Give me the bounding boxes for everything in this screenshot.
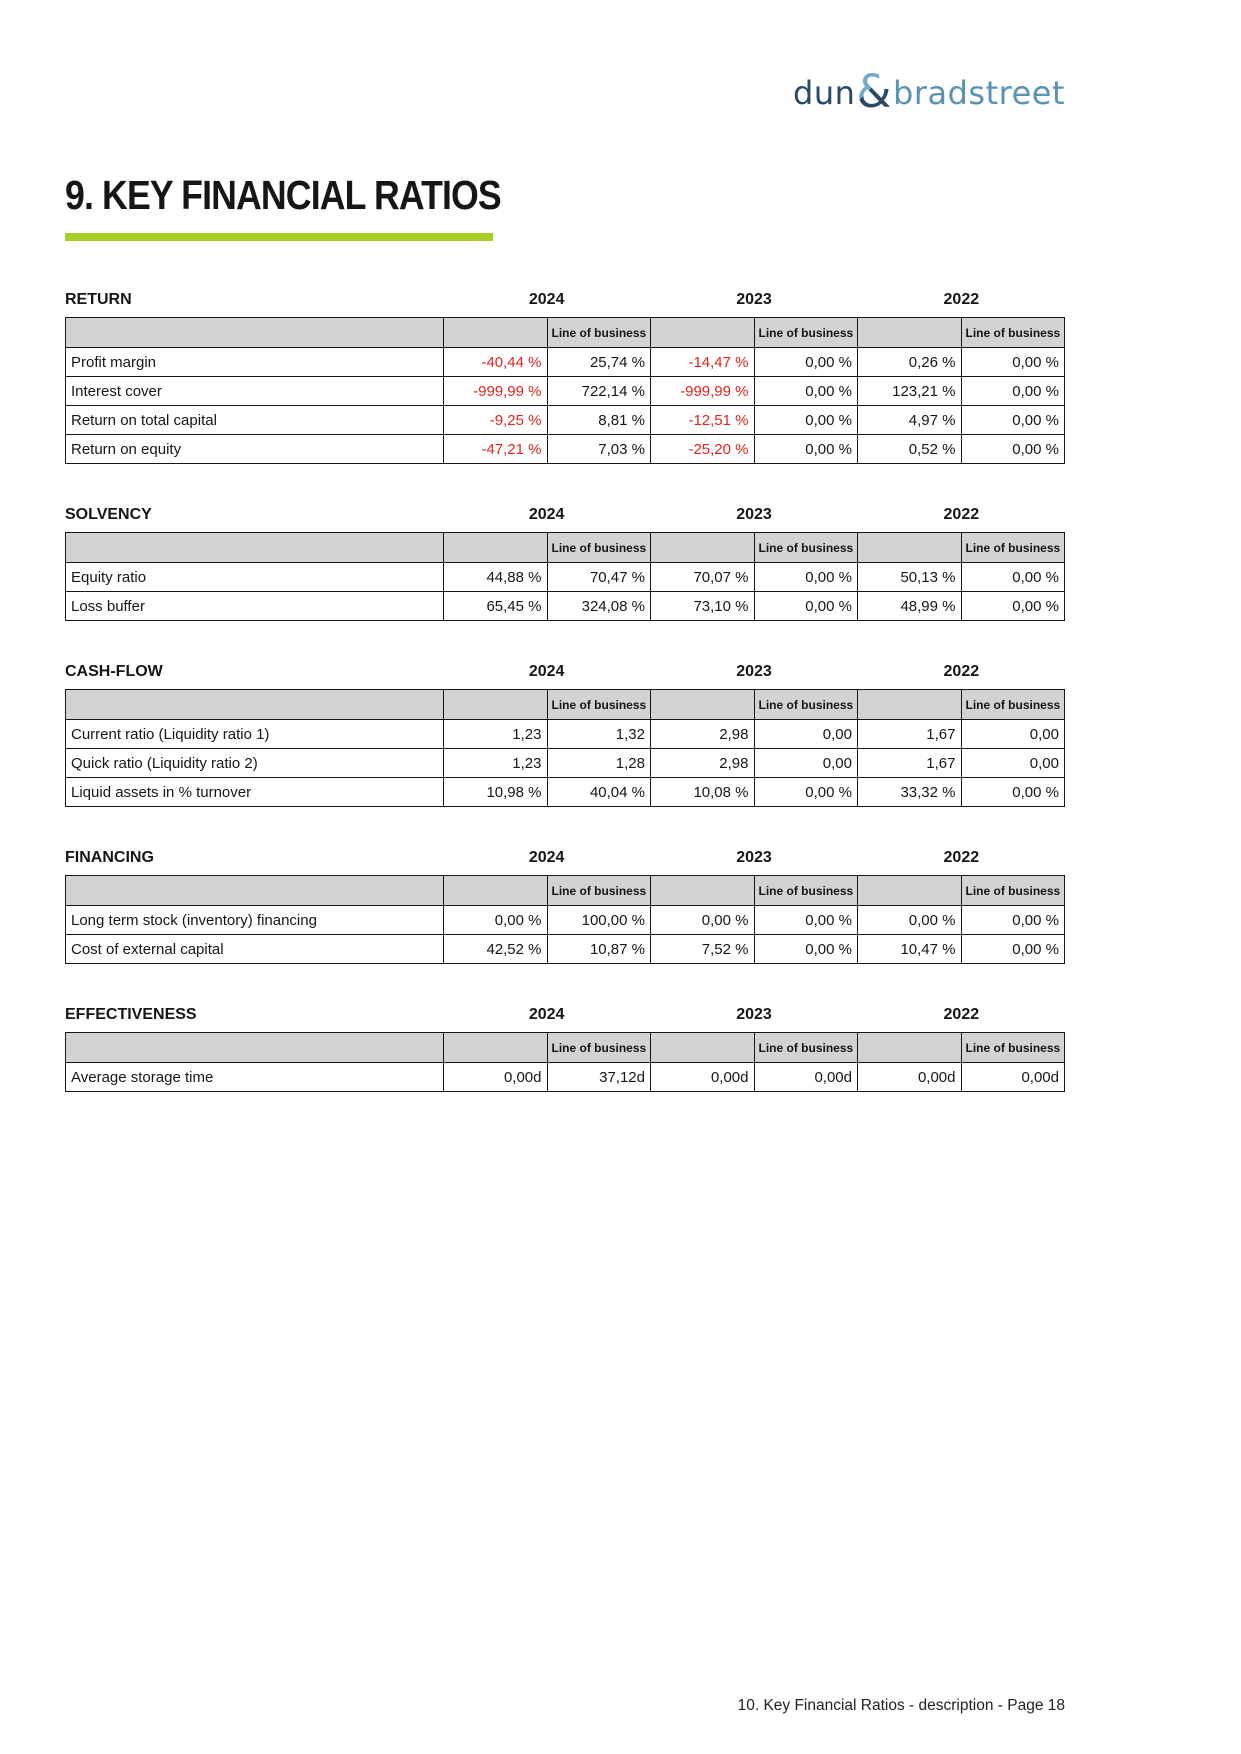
value-cell: 0,00 % xyxy=(651,906,755,935)
table-row xyxy=(66,906,1065,935)
value-cell: 722,14 % xyxy=(547,377,651,406)
line-of-business-header: Line of business xyxy=(961,533,1065,563)
value-cell: 65,45 % xyxy=(444,592,548,621)
value-cell: 0,00 xyxy=(961,749,1065,778)
value-cell: 0,00 % xyxy=(754,906,858,935)
value-cell: 10,98 % xyxy=(444,778,548,807)
value-cell: 0,00 % xyxy=(754,778,858,807)
value-cell: 0,00 % xyxy=(754,935,858,964)
row-label: Return on equity xyxy=(66,435,444,464)
row-label: Liquid assets in % turnover xyxy=(66,778,444,807)
year-label: 2024 xyxy=(528,663,565,680)
row-label: Average storage time xyxy=(66,1063,444,1092)
value-cell: 44,88 % xyxy=(444,563,548,592)
value-cell: -999,99 % xyxy=(651,377,755,406)
title-accent-bar xyxy=(65,233,493,241)
header-label-cell xyxy=(66,318,444,348)
header-value-cell xyxy=(858,1033,962,1063)
row-label: Quick ratio (Liquidity ratio 2) xyxy=(66,749,444,778)
line-of-business-header: Line of business xyxy=(547,533,651,563)
header-value-cell xyxy=(444,690,548,720)
year-label: 2022 xyxy=(943,1006,980,1023)
value-cell: 70,47 % xyxy=(547,563,651,592)
header-value-cell xyxy=(858,690,962,720)
year-label: 2023 xyxy=(736,291,772,308)
value-cell: 0,00 % xyxy=(754,563,858,592)
value-cell: 0,00d xyxy=(754,1063,858,1092)
header-label-cell xyxy=(66,533,444,563)
header-value-cell xyxy=(651,876,755,906)
row-label: Interest cover xyxy=(66,377,444,406)
line-of-business-header: Line of business xyxy=(754,1033,858,1063)
line-of-business-header: Line of business xyxy=(547,1033,651,1063)
header-value-cell xyxy=(651,690,755,720)
value-cell: 0,00d xyxy=(651,1063,755,1092)
value-cell: -47,21 % xyxy=(444,435,548,464)
section-header-row xyxy=(65,291,1065,309)
table-row xyxy=(66,749,1065,778)
value-cell: 0,00 % xyxy=(858,906,962,935)
value-cell: 7,52 % xyxy=(651,935,755,964)
section-effectiveness xyxy=(65,1006,1065,1092)
year-label: 2022 xyxy=(943,663,980,680)
section-header-row xyxy=(65,1006,1065,1024)
year-label: 2023 xyxy=(736,1006,772,1023)
value-cell: 0,00 % xyxy=(961,348,1065,377)
value-cell: 0,00 % xyxy=(961,592,1065,621)
logo-word-dun: dun xyxy=(793,74,856,112)
row-label: Profit margin xyxy=(66,348,444,377)
logo-ampersand-icon: & xyxy=(856,65,893,118)
table-row xyxy=(66,935,1065,964)
value-cell: 0,00 xyxy=(754,720,858,749)
line-of-business-header: Line of business xyxy=(547,690,651,720)
table-header-row xyxy=(66,690,1065,720)
line-of-business-header: Line of business xyxy=(961,1033,1065,1063)
value-cell: 8,81 % xyxy=(547,406,651,435)
section-header-row xyxy=(65,849,1065,867)
value-cell: 0,00 % xyxy=(961,406,1065,435)
line-of-business-header: Line of business xyxy=(547,876,651,906)
value-cell: -14,47 % xyxy=(651,348,755,377)
year-label: 2022 xyxy=(943,291,980,308)
section-title: CASH-FLOW xyxy=(65,663,163,680)
table-row xyxy=(66,778,1065,807)
year-label: 2022 xyxy=(943,506,980,523)
section-cash-flow xyxy=(65,663,1065,807)
value-cell: 25,74 % xyxy=(547,348,651,377)
value-cell: 0,00 % xyxy=(754,377,858,406)
value-cell: 0,00 % xyxy=(961,935,1065,964)
dun-bradstreet-logo xyxy=(793,65,1065,118)
header-value-cell xyxy=(444,318,548,348)
page-footer: 10. Key Financial Ratios - description - Page 18 xyxy=(737,1697,1065,1714)
value-cell: 10,08 % xyxy=(651,778,755,807)
header-value-cell xyxy=(651,318,755,348)
row-label: Loss buffer xyxy=(66,592,444,621)
header-value-cell xyxy=(858,318,962,348)
value-cell: -40,44 % xyxy=(444,348,548,377)
value-cell: 48,99 % xyxy=(858,592,962,621)
value-cell: 2,98 xyxy=(651,749,755,778)
value-cell: 0,00 % xyxy=(961,377,1065,406)
header-value-cell xyxy=(651,533,755,563)
section-financing xyxy=(65,849,1065,964)
section-solvency xyxy=(65,506,1065,621)
table-header-row xyxy=(66,318,1065,348)
section-title: RETURN xyxy=(65,291,132,308)
ratios-table xyxy=(65,875,1065,964)
value-cell: 0,00 % xyxy=(961,906,1065,935)
line-of-business-header: Line of business xyxy=(754,876,858,906)
header-label-cell xyxy=(66,1033,444,1063)
page-title: 9. KEY FINANCIAL RATIOS xyxy=(65,172,501,218)
value-cell: 1,67 xyxy=(858,720,962,749)
section-title: EFFECTIVENESS xyxy=(65,1006,197,1023)
year-label: 2023 xyxy=(736,506,772,523)
row-label: Cost of external capital xyxy=(66,935,444,964)
year-label: 2024 xyxy=(528,291,565,308)
year-label: 2023 xyxy=(736,663,772,680)
value-cell: 0,00 % xyxy=(961,778,1065,807)
row-label: Equity ratio xyxy=(66,563,444,592)
ratios-table xyxy=(65,1032,1065,1092)
value-cell: 100,00 % xyxy=(547,906,651,935)
value-cell: 0,00 xyxy=(961,720,1065,749)
line-of-business-header: Line of business xyxy=(961,318,1065,348)
value-cell: 33,32 % xyxy=(858,778,962,807)
value-cell: 0,00 % xyxy=(754,406,858,435)
value-cell: -25,20 % xyxy=(651,435,755,464)
table-row xyxy=(66,1063,1065,1092)
logo-word-bradstreet: bradstreet xyxy=(893,74,1065,112)
value-cell: 73,10 % xyxy=(651,592,755,621)
header-value-cell xyxy=(444,533,548,563)
value-cell: 324,08 % xyxy=(547,592,651,621)
header-value-cell xyxy=(444,876,548,906)
ratios-table xyxy=(65,317,1065,464)
value-cell: -12,51 % xyxy=(651,406,755,435)
line-of-business-header: Line of business xyxy=(754,533,858,563)
value-cell: 4,97 % xyxy=(858,406,962,435)
table-row xyxy=(66,592,1065,621)
value-cell: 1,28 xyxy=(547,749,651,778)
value-cell: 1,23 xyxy=(444,749,548,778)
value-cell: 37,12d xyxy=(547,1063,651,1092)
value-cell: 2,98 xyxy=(651,720,755,749)
section-header-row xyxy=(65,663,1065,681)
value-cell: 0,00 % xyxy=(961,435,1065,464)
table-header-row xyxy=(66,533,1065,563)
value-cell: 0,52 % xyxy=(858,435,962,464)
value-cell: 10,47 % xyxy=(858,935,962,964)
value-cell: 0,00 xyxy=(754,749,858,778)
value-cell: 0,00 % xyxy=(754,348,858,377)
value-cell: 0,00 % xyxy=(444,906,548,935)
sections xyxy=(65,291,1065,1092)
value-cell: 10,87 % xyxy=(547,935,651,964)
value-cell: -9,25 % xyxy=(444,406,548,435)
value-cell: 1,23 xyxy=(444,720,548,749)
table-row xyxy=(66,348,1065,377)
logo-row xyxy=(65,0,1065,118)
table-header-row xyxy=(66,876,1065,906)
line-of-business-header: Line of business xyxy=(961,690,1065,720)
value-cell: -999,99 % xyxy=(444,377,548,406)
header-label-cell xyxy=(66,876,444,906)
header-value-cell xyxy=(444,1033,548,1063)
value-cell: 40,04 % xyxy=(547,778,651,807)
value-cell: 123,21 % xyxy=(858,377,962,406)
value-cell: 0,00 % xyxy=(961,563,1065,592)
value-cell: 0,00d xyxy=(961,1063,1065,1092)
row-label: Current ratio (Liquidity ratio 1) xyxy=(66,720,444,749)
section-title: FINANCING xyxy=(65,849,154,866)
table-row xyxy=(66,563,1065,592)
section-title: SOLVENCY xyxy=(65,506,152,523)
value-cell: 42,52 % xyxy=(444,935,548,964)
value-cell: 7,03 % xyxy=(547,435,651,464)
value-cell: 50,13 % xyxy=(858,563,962,592)
line-of-business-header: Line of business xyxy=(754,318,858,348)
year-label: 2023 xyxy=(736,849,772,866)
value-cell: 1,32 xyxy=(547,720,651,749)
line-of-business-header: Line of business xyxy=(961,876,1065,906)
ratios-table xyxy=(65,532,1065,621)
value-cell: 0,26 % xyxy=(858,348,962,377)
header-value-cell xyxy=(651,1033,755,1063)
value-cell: 0,00 % xyxy=(754,592,858,621)
table-header-row xyxy=(66,1033,1065,1063)
table-row xyxy=(66,377,1065,406)
table-row xyxy=(66,406,1065,435)
section-header-row xyxy=(65,506,1065,524)
year-label: 2022 xyxy=(943,849,980,866)
page-content xyxy=(65,0,1065,1092)
line-of-business-header: Line of business xyxy=(547,318,651,348)
year-label: 2024 xyxy=(528,506,565,523)
value-cell: 1,67 xyxy=(858,749,962,778)
header-value-cell xyxy=(858,533,962,563)
year-label: 2024 xyxy=(528,849,565,866)
line-of-business-header: Line of business xyxy=(754,690,858,720)
section-return xyxy=(65,291,1065,464)
table-row xyxy=(66,435,1065,464)
value-cell: 0,00 % xyxy=(754,435,858,464)
value-cell: 0,00d xyxy=(444,1063,548,1092)
year-label: 2024 xyxy=(528,1006,565,1023)
header-value-cell xyxy=(858,876,962,906)
row-label: Long term stock (inventory) financing xyxy=(66,906,444,935)
ratios-table xyxy=(65,689,1065,807)
table-row xyxy=(66,720,1065,749)
row-label: Return on total capital xyxy=(66,406,444,435)
header-label-cell xyxy=(66,690,444,720)
value-cell: 0,00d xyxy=(858,1063,962,1092)
value-cell: 70,07 % xyxy=(651,563,755,592)
